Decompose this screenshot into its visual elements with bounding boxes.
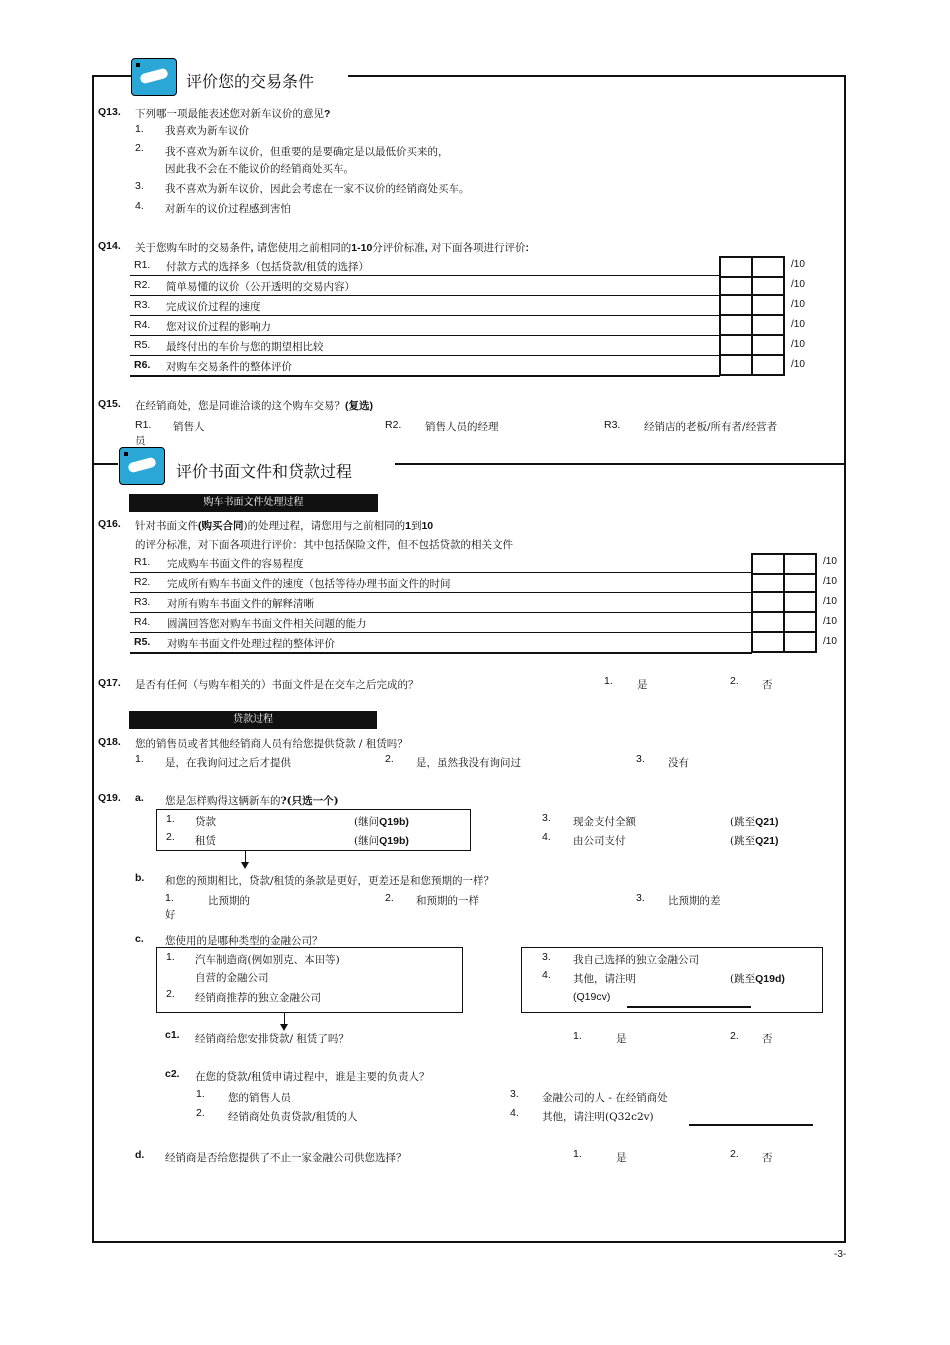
q16-row-divider [130,612,752,613]
q19d-opt2-label[interactable]: 否 [762,1152,773,1164]
q14-row-divider [130,315,720,316]
q14-row-label: 您对议价过程的影响力 [166,321,271,333]
q19b-opt1-tail: 好 [165,909,176,921]
q16-score-cell[interactable] [751,613,785,633]
q14-score-cell[interactable] [719,316,753,336]
q19c2-opt1-num: 1. [196,1088,205,1100]
q19c-opt2-label[interactable]: 经销商推荐的独立金融公司 [195,992,321,1004]
q19c1-label: c1. [165,1029,180,1041]
q14-score-cell[interactable] [751,336,785,356]
q16-row-label: 对购车书面文件处理过程的整体评价 [167,638,335,650]
q16-row-divider [130,632,752,633]
q16-score-cell[interactable] [751,633,785,653]
q15-r3-code: R3. [604,419,621,431]
q19a-opt2-num: 2. [166,831,175,843]
q14-row-label: 最终付出的车价与您的期望相比较 [166,341,324,353]
q14-score-cell[interactable] [719,296,753,316]
q19a-opt3-skip: (跳至Q21) [730,816,779,828]
q19-number: Q19. [98,792,121,804]
q19c-opt1-label-line2[interactable]: 自营的金融公司 [195,972,269,984]
q13-opt1-num: 1. [135,123,144,135]
q14-row-label: 完成议价过程的速度 [166,301,261,313]
q16-row-divider [130,652,752,654]
q19d-question: 经销商是否给您提供了不止一家金融公司供您选择？ [165,1152,407,1164]
q14-row-code: R1. [134,259,151,271]
q19c2-opt4-label[interactable]: 其他，请注明(Q32c2v) [542,1111,654,1123]
q19c-opt4-skip: (跳至Q19d) [730,973,785,985]
q13-question [135,106,330,121]
q18-number: Q18. [98,736,121,748]
q19c2-opt2-label[interactable]: 经销商处负责贷款/租赁的人 [228,1111,358,1123]
q15-text: 在经销商处，您是同谁洽谈的这个购车交易？ [135,400,345,412]
q19c2-opt1-label[interactable]: 您的销售人员 [228,1092,291,1104]
q14-row-label: 对购车交易条件的整体评价 [166,361,292,373]
q14-score-cell[interactable] [751,256,785,278]
frame-top-left [92,75,132,77]
q16-row-code: R5. [134,636,151,648]
q14-score-suffix: /10 [791,319,805,330]
q16-score-cell[interactable] [783,573,817,593]
q17-question: 是否有任何（与购车相关的）书面文件是在交车之后完成的？ [135,679,419,691]
q14-score-suffix: /10 [791,259,805,270]
q14-score-cell[interactable] [719,336,753,356]
q13-text: 下列哪一项最能表述您对新车议价的意见 [135,108,324,120]
q15-r1-code: R1. [135,419,152,431]
q19b-opt1-label[interactable]: 比预期的 [208,895,250,907]
q17-opt2-label[interactable]: 否 [762,679,773,691]
q19c2-opt3-label[interactable]: 金融公司的人 - 在经销商处 [542,1092,668,1104]
q19a-opt3-label[interactable]: 现金支付全额 [573,816,636,828]
q19a-opt4-skip: (跳至Q21) [730,835,779,847]
section2-divider-left [92,463,118,465]
q19b-opt3-label[interactable]: 比预期的差 [668,895,721,907]
section-title-paperwork-financing: 评价书面文件和贷款过程 [176,462,353,481]
q16-row-divider [130,592,752,593]
q16-ten: 10 [421,520,434,532]
q14-score-cell[interactable] [719,356,753,376]
q16-row-label: 完成所有购车书面文件的速度（包括等待办理书面文件的时间 [167,578,451,590]
q14-scale: 1-10 [351,242,373,254]
q16-score-suffix: /10 [823,636,837,647]
q14-score-suffix: /10 [791,359,805,370]
q19c-opt4-code: (Q19cv) [573,991,611,1003]
q16-score-cell[interactable] [751,553,785,575]
q19a-opt4-num: 4. [542,831,551,843]
q15-question [135,398,373,413]
q19a-text: 您是怎样购得这辆新车的 [165,795,281,807]
q16-row-label: 对所有购车书面文件的解释清晰 [167,598,314,610]
q16-question-line1 [135,518,433,533]
q18-opt2-num: 2. [385,753,394,765]
q13-opt3-num: 3. [135,180,144,192]
q16-score-cell[interactable] [783,553,817,575]
q13-opt2-label-line1[interactable]: 我不喜欢为新车议价，但重要的是要确定是以最低价买来的， [165,146,449,158]
q16-one: 1 [405,520,411,532]
q14-colon: : [525,242,530,254]
q19c-specify-line[interactable] [627,1006,751,1008]
q19c-opt1-num: 1. [166,951,175,963]
q14-row-divider [130,295,720,296]
q16-row-code: R4. [134,616,151,628]
q18-opt3-num: 3. [636,753,645,765]
q14-row-code: R4. [134,319,151,331]
q13-opt2-label-line2[interactable]: 因此我不会在不能议价的经销商处买车。 [165,163,354,175]
q15-r2-code: R2. [385,419,402,431]
q15-r1-tail: 员 [135,435,146,447]
q19d-letter: d. [135,1149,145,1161]
q19a-opt3-num: 3. [542,812,551,824]
q14-text-c: 分评价标准 [372,242,425,254]
q19a-opt4-label[interactable]: 由公司支付 [573,835,626,847]
q16-score-cell[interactable] [783,593,817,613]
q14-score-suffix: /10 [791,279,805,290]
q16-score-suffix: /10 [823,556,837,567]
q19d-opt1-label[interactable]: 是 [616,1152,627,1164]
q16-row-code: R1. [134,556,151,568]
q13-opt1-label[interactable]: 我喜欢为新车议价 [165,125,249,137]
q13-qmark: ? [324,108,331,120]
q19b-opt2-label[interactable]: 和预期的一样 [416,895,479,907]
q13-opt4-num: 4. [135,200,144,212]
q19a-arrow-icon [245,850,246,867]
q19a-opt2-label[interactable]: 租赁 [195,835,216,847]
q18-opt1-num: 1. [135,753,144,765]
q14-text-a: 关于您购车时的交易条件 [135,242,251,254]
q16-row-code: R3. [134,596,151,608]
section-title-deal-terms: 评价您的交易条件 [186,72,315,91]
q19a-question [165,793,339,808]
q14-text-d: 对下面各项进行评价 [431,242,526,254]
q19c-opt4-num: 4. [542,969,551,981]
q16-score-suffix: /10 [823,576,837,587]
q19c1-opt1-num: 1. [573,1030,582,1042]
q16-number: Q16. [98,518,121,530]
q14-row-divider [130,375,720,377]
q14-score-cell[interactable] [751,276,785,296]
q19c-letter: c. [135,933,144,945]
q16-question-line2: 的评分标准，对下面各项进行评价：其中包括保险文件，但不包括贷款的相关文件 [135,539,513,551]
frame-top-right [348,75,844,77]
q14-row-divider [130,275,720,276]
q19c-opt4-label[interactable]: 其他，请注明 [573,973,636,985]
q13-number: Q13. [98,106,121,118]
q16-score-cell[interactable] [783,613,817,633]
handshake-icon [131,58,177,96]
q14-row-divider [130,355,720,356]
q19b-opt1-num: 1. [165,892,174,904]
q16-row-label: 圆满回答您对购车书面文件相关问题的能力 [167,618,367,630]
q13-opt4-label[interactable]: 对新车的议价过程感到害怕 [165,203,291,215]
q16-text-b: (购买合同 [198,520,244,532]
q19c-opt3-num: 3. [542,951,551,963]
q16-text-c: )的处理过程，请您用与之前相同的 [243,520,406,532]
q19b-opt3-num: 3. [636,892,645,904]
q14-row-code: R6. [134,359,151,371]
q18-question: 您的销售员或者其他经销商人员有给您提供贷款 / 租赁吗？ [135,738,408,750]
q16-text-a: 针对书面文件 [135,520,198,532]
q17-number: Q17. [98,677,121,689]
q17-opt1-num: 1. [604,675,613,687]
q14-question [135,240,529,255]
q19a-opt1-skip: (继问Q19b) [354,816,409,828]
q19c2-opt3-num: 3. [510,1088,519,1100]
q14-row-code: R3. [134,299,151,311]
section2-divider-right [395,463,844,465]
q14-row-code: R5. [134,339,151,351]
q19d-opt1-num: 1. [573,1148,582,1160]
q17-opt1-label[interactable]: 是 [637,679,648,691]
q13-opt3-label[interactable]: 我不喜欢为新车议价，因此会考虑在一家不议价的经销商处买车。 [165,183,470,195]
q16-score-cell[interactable] [751,573,785,593]
q19a-letter: a. [135,792,144,804]
q19a-opt2-skip: (继问Q19b) [354,835,409,847]
q14-row-code: R2. [134,279,151,291]
q19b-letter: b. [135,872,145,884]
q19c2-opt2-num: 2. [196,1107,205,1119]
q16-row-label: 完成购车书面文件的容易程度 [167,558,304,570]
q15-r3-label[interactable]: 经销店的老板/所有者/经营者 [644,421,778,433]
q16-to: 到 [410,520,422,532]
q16-row-code: R2. [134,576,151,588]
q14-number: Q14. [98,240,121,252]
q19c2-opt4-num: 4. [510,1107,519,1119]
q19d-opt2-num: 2. [730,1148,739,1160]
q15-r2-label[interactable]: 销售人员的经理 [425,421,499,433]
q19c2-specify-line[interactable] [689,1124,813,1126]
q14-comma-1: , [250,242,254,254]
q18-opt3-label[interactable]: 没有 [668,757,689,769]
q19c1-opt1-label[interactable]: 是 [616,1033,627,1045]
q16-score-cell[interactable] [751,593,785,613]
q19a-opt1-num: 1. [166,813,175,825]
section-bar-financing: 贷款过程 [129,711,377,729]
q19c2-question: 在您的贷款/租赁申请过程中，谁是主要的负责人？ [195,1071,430,1083]
q14-score-cell[interactable] [751,356,785,376]
q18-opt1-label[interactable]: 是，在我询问过之后才提供 [165,757,291,769]
q19c-opt3-label[interactable]: 我自己选择的独立金融公司 [573,954,699,966]
q19c-opt1-label-line1[interactable]: 汽车制造商(例如别克、本田等) [195,954,340,966]
q19c1-opt2-num: 2. [730,1030,739,1042]
q14-text-b: 请您使用之前相同的 [256,242,352,254]
q19c-opt2-num: 2. [166,988,175,1000]
q16-score-suffix: /10 [823,616,837,627]
page-number: -3- [834,1249,847,1260]
q14-row-label: 简单易懂的议价（公开透明的交易内容） [166,281,355,293]
q14-comma-2: , [424,242,428,254]
q13-opt2-num: 2. [135,142,144,154]
q14-score-cell[interactable] [719,256,753,278]
q14-score-cell[interactable] [751,316,785,336]
q17-opt2-num: 2. [730,675,739,687]
handshake-icon [119,447,165,485]
q16-score-cell[interactable] [783,633,817,653]
q14-row-label: 付款方式的选择多（包括贷款/租赁的选择） [166,261,370,273]
q19c1-opt2-label[interactable]: 否 [762,1033,773,1045]
q15-multi: (复选) [345,400,373,412]
q15-number: Q15. [98,398,121,410]
q19c-arrow-icon [284,1012,285,1029]
q14-score-cell[interactable] [751,296,785,316]
q16-score-suffix: /10 [823,596,837,607]
q14-score-suffix: /10 [791,299,805,310]
q19c2-label: c2. [165,1068,180,1080]
q16-row-divider [130,572,752,573]
q19b-opt2-num: 2. [385,892,394,904]
q14-score-cell[interactable] [719,276,753,296]
q15-r1-label[interactable]: 销售人 [173,421,205,433]
q19c-question: 您使用的是哪种类型的金融公司？ [165,935,323,947]
q19c1-question: 经销商给您安排贷款/ 租赁了吗？ [195,1033,349,1045]
q19b-question: 和您的预期相比，贷款/租赁的条款是更好，更差还是和您预期的一样？ [165,875,495,887]
section-bar-paperwork: 购车书面文件处理过程 [129,494,378,512]
q19a-opt1-label[interactable]: 贷款 [195,816,216,828]
q19a-hint: ?(只选一个) [280,795,339,807]
q14-score-suffix: /10 [791,339,805,350]
q18-opt2-label[interactable]: 是，虽然我没有询问过 [416,757,521,769]
q14-row-divider [130,335,720,336]
